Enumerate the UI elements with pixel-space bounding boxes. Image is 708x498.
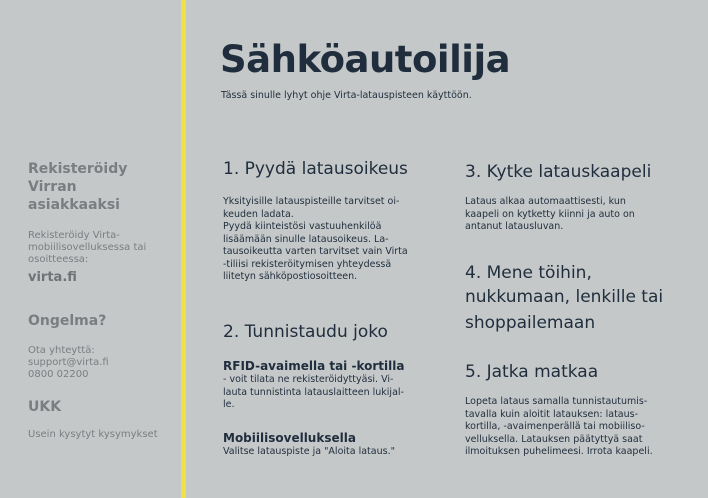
- faq-heading: UKK: [28, 399, 62, 415]
- section-4-title-line-1: 4. Mene töihin,: [465, 263, 592, 283]
- section-2: [223, 320, 435, 344]
- section-3-line: kaapeli on kytketty kiinni ja auto on: [465, 208, 635, 220]
- page-subtitle: Tässä sinulle lyhyt ohje Virta-latauspisteen käyttöön.: [221, 90, 472, 101]
- mobile-text: Valitse latauspiste ja "Aloita lataus.": [223, 446, 395, 457]
- section-5-line: velluksella. Latauksen päätyttyä saat: [465, 433, 643, 445]
- section-1-line: lisäämään sinulle latausoikeus. La-: [223, 233, 389, 245]
- section-5-title: 5. Jatka matkaa: [465, 362, 599, 382]
- section-3-title: 3. Kytke latauskaapeli: [465, 162, 652, 182]
- register-text-block: [28, 230, 176, 286]
- section-4-title-line-2: nukkumaan, lenkille tai: [465, 287, 664, 307]
- section-3-body: [465, 196, 680, 234]
- register-link[interactable]: virta.fi: [28, 270, 77, 285]
- section-2-title: 2. Tunnistaudu joko: [223, 322, 388, 342]
- register-text-line-2: mobiilisovelluksessa tai: [28, 242, 147, 253]
- contact-text: Ota yhteyttä:: [28, 345, 95, 356]
- section-5-line: tavalla kuin aloitit latauksen: lataus-: [465, 408, 639, 420]
- register-heading-line-3: asiakkaaksi: [28, 197, 120, 213]
- contact-email[interactable]: support@virta.fi: [28, 357, 109, 368]
- rfid-line: lauta tunnistinta latauslaitteen lukijal-: [223, 386, 404, 398]
- section-5-line: kortilla, -avaimenperällä tai mobiiliso-: [465, 421, 645, 432]
- section-3-line: Lataus alkaa automaattisesti, kun: [465, 196, 626, 207]
- section-4-title-line-3: shoppailemaan: [465, 313, 596, 333]
- section-5-body: [465, 396, 680, 459]
- register-text-line-1: Rekisteröidy Virta-: [28, 230, 120, 241]
- section-3: [465, 160, 680, 184]
- mobile-heading: Mobiilisovelluksella: [223, 431, 356, 445]
- faq-link[interactable]: Usein kysytyt kysymykset: [28, 429, 158, 440]
- section-2-rfid: [223, 358, 435, 412]
- contact-phone[interactable]: 0800 02200: [28, 369, 89, 380]
- section-5: [465, 360, 680, 384]
- section-1-body: [223, 196, 435, 284]
- section-2-mobile: [223, 430, 435, 459]
- section-5-line: Lopeta lataus samalla tunnistautumis-: [465, 396, 648, 407]
- problem-block: [28, 312, 176, 330]
- section-3-line: antanut latausluvan.: [465, 221, 564, 232]
- rfid-line: le.: [223, 399, 235, 410]
- problem-heading: Ongelma?: [28, 313, 107, 329]
- page-title: Sähköautoilija: [220, 38, 511, 81]
- rfid-line: - voit tilata ne rekisteröidyttyäsi. Vi-: [223, 374, 394, 385]
- yellow-divider: [181, 0, 186, 498]
- section-1-line: keuden ladata.: [223, 208, 294, 220]
- register-heading-line-2: Virran: [28, 179, 77, 195]
- section-1-line: Yksityisille latauspisteille tarvitset oi-: [223, 196, 400, 207]
- section-1-title: 1. Pyydä latausoikeus: [223, 159, 408, 179]
- section-5-line: ilmoituksen puhelimeesi. Irrota kaapeli.: [465, 446, 653, 457]
- faq-link-block: [28, 429, 176, 441]
- section-1-line: Pyydä kiinteistösi vastuuhenkilöä: [223, 221, 382, 232]
- section-1: [223, 157, 435, 181]
- register-block: [28, 160, 176, 214]
- rfid-heading: RFID-avaimella tai -kortilla: [223, 359, 405, 373]
- section-4: [465, 261, 680, 335]
- section-1-line: liitetyn sähköpostiosoitteen.: [223, 271, 358, 282]
- section-1-line: tausoikeutta varten tarvitset vain Virta: [223, 246, 408, 257]
- faq-block: [28, 398, 176, 416]
- section-1-line: -tiliisi rekisteröitymisen yhteydessä: [223, 258, 392, 270]
- contact-block: [28, 345, 176, 381]
- register-heading-line-1: Rekisteröidy: [28, 161, 128, 177]
- register-text-line-3: osoitteessa:: [28, 254, 89, 265]
